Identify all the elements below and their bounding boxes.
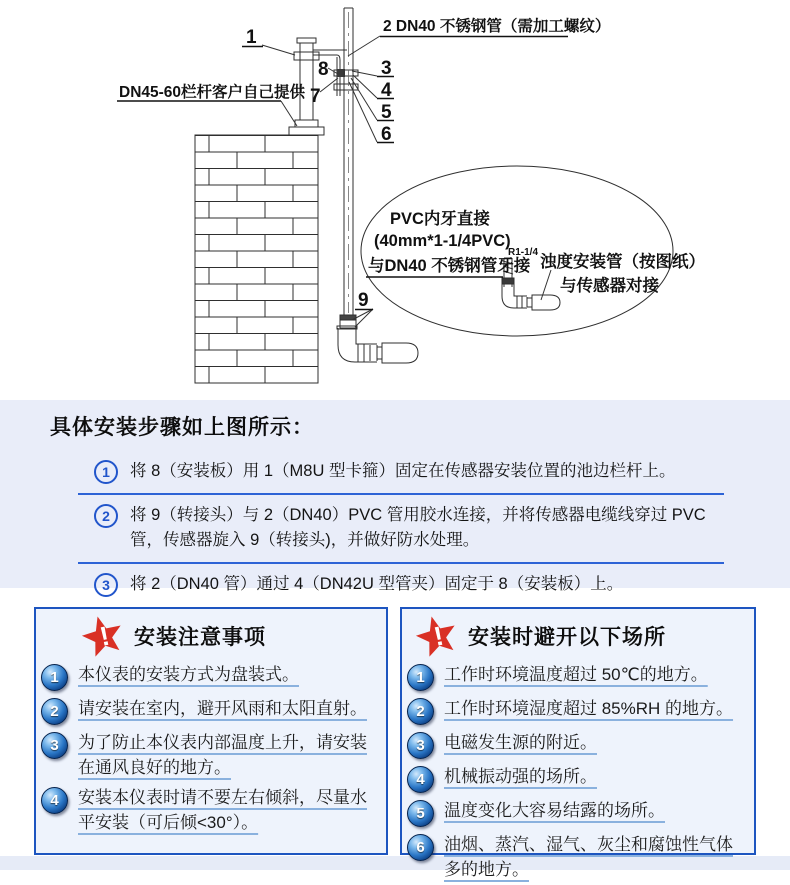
part-label-2: 2 DN40 不锈钢管（需加工螺纹） xyxy=(383,18,611,35)
notice-item-1 xyxy=(36,660,386,694)
step-text: 将 2（DN40 管）通过 4（DN42U 型管夹）固定于 8（安装板）上。 xyxy=(130,574,624,593)
exclamation-mark: ! xyxy=(431,620,447,652)
installation-diagram xyxy=(0,0,790,400)
part-label-8: 8 xyxy=(318,59,329,80)
item-number-sphere: 4 xyxy=(41,787,68,814)
item-text: 电磁发生源的附近。 xyxy=(444,733,597,752)
avoid-item-5 xyxy=(402,796,754,830)
rail-label: DN45-60栏杆客户自己提供 xyxy=(119,84,306,101)
notice-box-header xyxy=(36,609,386,660)
notice-item-4 xyxy=(36,783,386,838)
turbidity-callout-line1: 浊度安装管（按图纸） xyxy=(540,253,705,271)
item-text: 油烟、蒸汽、湿气、灰尘和腐蚀性气体多的地方。 xyxy=(444,835,733,879)
thread-size-label: R1-1/4 xyxy=(508,247,539,258)
pvc-callout-line3: 与DN40 不锈钢管牙接 xyxy=(368,257,531,275)
item-text: 本仪表的安装方式为盘装式。 xyxy=(78,665,299,684)
turbidity-callout-line2: 与传感器对接 xyxy=(560,277,659,295)
item-text: 温度变化大容易结露的场所。 xyxy=(444,801,665,820)
item-text: 请安装在室内，避开风雨和太阳直射。 xyxy=(78,699,367,718)
pipe-elbow-sensor xyxy=(337,315,418,363)
step-number-badge: 2 xyxy=(94,504,118,528)
item-text: 工作时环境湿度超过 85%RH 的地方。 xyxy=(444,699,734,718)
avoid-box-title: 安装时避开以下场所 xyxy=(468,626,666,649)
item-number-sphere: 2 xyxy=(41,698,68,725)
notice-item-2 xyxy=(36,694,386,728)
exclamation-mark: ! xyxy=(97,620,113,652)
item-text: 为了防止本仪表内部温度上升，请安装在通风良好的地方。 xyxy=(78,733,367,777)
installation-diagram-svg xyxy=(0,0,790,400)
step-item-2 xyxy=(78,495,724,564)
item-number-sphere: 2 xyxy=(407,698,434,725)
warning-star-icon xyxy=(414,613,460,659)
part-label-7: 7 xyxy=(310,86,321,107)
part-label-6: 6 xyxy=(381,124,392,145)
step-number-badge: 1 xyxy=(94,460,118,484)
steps-title: 具体安装步骤如上图所示： xyxy=(50,416,314,439)
avoid-item-6 xyxy=(402,830,754,885)
item-number-sphere: 1 xyxy=(41,664,68,691)
avoid-item-3 xyxy=(402,728,754,762)
item-text: 安装本仪表时请不要左右倾斜，尽量水平安装（可后倾<30°）。 xyxy=(78,788,367,832)
pvc-callout-line1: PVC内牙直接 xyxy=(390,210,490,228)
warning-boxes-section xyxy=(0,607,790,879)
item-number-sphere: 1 xyxy=(407,664,434,691)
warning-star-icon xyxy=(80,613,126,659)
brick-wall xyxy=(195,135,318,383)
item-text: 机械振动强的场所。 xyxy=(444,767,597,786)
item-number-sphere: 4 xyxy=(407,766,434,793)
part-label-4: 4 xyxy=(381,80,392,101)
notice-box xyxy=(34,607,388,855)
part-label-1: 1 xyxy=(246,27,257,48)
pvc-callout-line2: (40mm*1-1/4PVC) xyxy=(374,232,511,250)
avoid-box-header xyxy=(402,609,754,660)
sensor-body xyxy=(382,343,418,363)
avoid-item-2 xyxy=(402,694,754,728)
part-label-9: 9 xyxy=(358,290,369,311)
step-text: 将 9（转接头）与 2（DN40）PVC 管用胶水连接，并将传感器电缆线穿过 PVC 管，传感器旋入 9（转接头)，并做好防水处理。 xyxy=(130,506,706,549)
item-text: 工作时环境温度超过 50℃的地方。 xyxy=(444,665,708,684)
notice-item-3 xyxy=(36,728,386,783)
step-text: 将 8（安装板）用 1（M8U 型卡箍）固定在传感器安装位置的池边栏杆上。 xyxy=(130,462,676,480)
detail-sensor xyxy=(532,295,560,310)
item-number-sphere: 3 xyxy=(41,732,68,759)
part-label-3: 3 xyxy=(381,58,392,79)
avoid-item-1 xyxy=(402,660,754,694)
item-number-sphere: 6 xyxy=(407,834,434,861)
installation-steps-section xyxy=(0,400,790,593)
notice-box-title: 安装注意事项 xyxy=(134,626,266,649)
avoid-item-4 xyxy=(402,762,754,796)
step-item-1 xyxy=(78,451,724,495)
item-number-sphere: 5 xyxy=(407,800,434,827)
part-label-5: 5 xyxy=(381,102,392,123)
item-number-sphere: 3 xyxy=(407,732,434,759)
avoid-box xyxy=(400,607,756,879)
step-number-badge: 3 xyxy=(94,573,118,597)
